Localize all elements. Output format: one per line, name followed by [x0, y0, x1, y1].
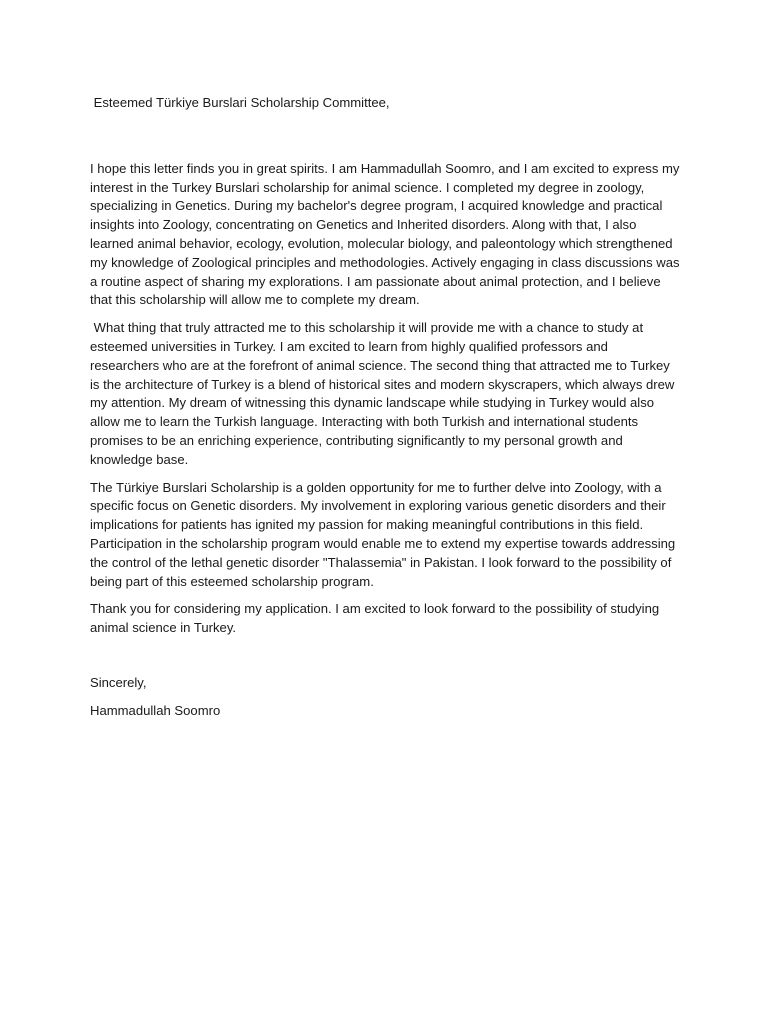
- letter-signature: Hammadullah Soomro: [90, 702, 221, 718]
- paragraph-introduction: I hope this letter finds you in great spirits. I am Hammadullah Soomro, and I am excited to express my interest in the Turkey Burslari scholarship for animal science. I completed my degree in zoology, specializing in Genetics. During my bachelor's degree program, I acquired knowledge and practical insights into Zoology, concentrating on Genetics and Inherited disorders. Along with that, I also learned animal behavior, ecology, evolution, molecular biology, and paleontology which strengthened my knowledge of Zoological principles and methodologies. Actively engaging in class discussions was a routine aspect of sharing my explorations. I am passionate about animal protection, and I believe that this scholarship will allow me to complete my dream.: [90, 160, 680, 308]
- paragraph-thanks: Thank you for considering my application. I am excited to look forward to the possibility of studying animal science in Turkey.: [90, 601, 660, 636]
- letter-closing: Sincerely,: [90, 674, 147, 690]
- paragraph-motivation: What thing that truly attracted me to this scholarship it will provide me with a chance to study at esteemed universities in Turkey. I am excited to learn from highly qualified professors and researchers who are at the forefront of animal science. The second thing that attracted me to Turkey is the architecture of Turkey is a blend of historical sites and modern skyscrapers, which always drew my attention. My dream of witnessing this dynamic landscape while studying in Turkey would also allow me to learn the Turkish language. Interacting with both Turkish and international students promises to be an enriching experience, contributing significantly to my personal growth and knowledge base.: [90, 320, 675, 467]
- letter-salutation: Esteemed Türkiye Burslari Scholarship Committee,: [90, 95, 390, 110]
- letter-body: [90, 94, 680, 721]
- paragraph-goals: The Türkiye Burslari Scholarship is a golden opportunity for me to further delve into Zoology, with a specific focus on Genetic disorders. My involvement in exploring various genetic disorders and their implications for patients has ignited my passion for making meaningful contributions in this field. Participation in the scholarship program would enable me to extend my expertise towards addressing the control of the lethal genetic disorder "Thalassemia" in Pakistan. I look forward to the possibility of being part of this esteemed scholarship program.: [90, 479, 676, 589]
